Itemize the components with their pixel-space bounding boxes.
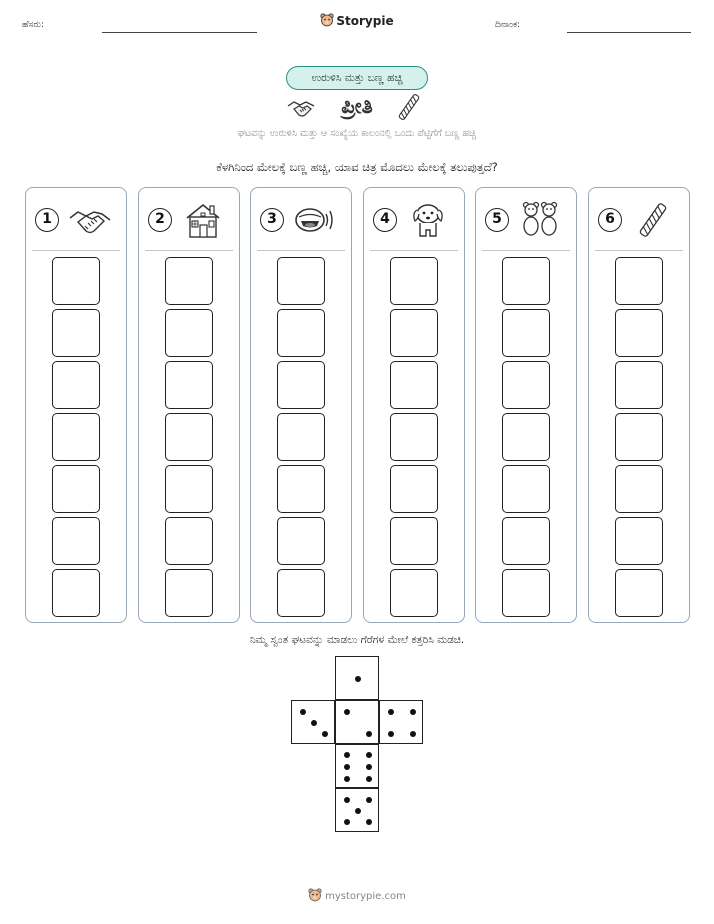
die-pip — [410, 709, 416, 715]
color-box[interactable] — [52, 465, 100, 513]
die-pip — [344, 819, 350, 825]
title-row — [0, 94, 714, 124]
color-box[interactable] — [502, 361, 550, 409]
die-pip — [366, 819, 372, 825]
color-box[interactable] — [165, 465, 213, 513]
die-pip — [311, 720, 317, 726]
column-2 — [138, 187, 240, 623]
die-face[interactable] — [291, 700, 335, 744]
house-icon — [181, 200, 225, 240]
name-label: ಹೆಸರು: — [22, 20, 45, 30]
column-4 — [363, 187, 465, 623]
color-box[interactable] — [615, 309, 663, 357]
die-face[interactable] — [335, 700, 379, 744]
name-line — [102, 32, 257, 33]
die-pip — [366, 776, 372, 782]
teddy-bears-icon — [518, 200, 562, 240]
color-box[interactable] — [390, 517, 438, 565]
color-box[interactable] — [502, 465, 550, 513]
column-separator — [595, 250, 683, 251]
color-box[interactable] — [615, 465, 663, 513]
column-separator — [145, 250, 233, 251]
color-box[interactable] — [165, 309, 213, 357]
column-number: 1 — [35, 208, 59, 232]
speaking-mouth-icon — [293, 200, 337, 240]
date-line — [567, 32, 691, 33]
column-3 — [250, 187, 352, 623]
footer-url[interactable]: mystorypie.com — [325, 891, 406, 902]
color-box[interactable] — [390, 309, 438, 357]
handshake-icon — [68, 200, 112, 240]
cut-instruction: ನಿಮ್ಮ ಸ್ವಂತ ಘಟವನ್ನು ಮಾಡಲು ಗೆರೆಗಳ ಮೇಲೆ ಕತ್ತರಿಸಿ ಮಡಚಿ. — [249, 634, 465, 646]
color-box[interactable] — [52, 413, 100, 461]
column-1 — [25, 187, 127, 623]
die-pip — [344, 764, 350, 770]
die-pip — [388, 731, 394, 737]
color-box[interactable] — [390, 361, 438, 409]
column-separator — [370, 250, 458, 251]
bear-logo-icon — [308, 888, 322, 902]
color-box[interactable] — [502, 517, 550, 565]
color-box[interactable] — [277, 361, 325, 409]
color-box[interactable] — [615, 361, 663, 409]
color-box[interactable] — [52, 309, 100, 357]
question-instruction: ಕೆಳಗಿನಿಂದ ಮೇಲಕ್ಕೆ ಬಣ್ಣ ಹಚ್ಚಿ, ಯಾವ ಚಿತ್ರ ಮೊದಲು ಮೇಲಕ್ಕೆ ತಲುಪುತ್ತದೆ? — [216, 160, 498, 174]
brand-name: Storypie — [336, 14, 394, 28]
column-separator — [257, 250, 345, 251]
friendship-bracelet-icon — [398, 92, 420, 122]
color-box[interactable] — [502, 569, 550, 617]
color-box[interactable] — [277, 413, 325, 461]
column-number: 4 — [373, 208, 397, 232]
column-separator — [32, 250, 120, 251]
color-box[interactable] — [52, 569, 100, 617]
puppy-icon — [406, 200, 450, 240]
column-number: 6 — [598, 208, 622, 232]
footer — [0, 888, 714, 902]
die-pip — [410, 731, 416, 737]
color-box[interactable] — [165, 361, 213, 409]
color-box[interactable] — [390, 465, 438, 513]
color-box[interactable] — [277, 569, 325, 617]
color-box[interactable] — [165, 569, 213, 617]
column-number: 3 — [260, 208, 284, 232]
color-box[interactable] — [165, 517, 213, 565]
friendship-bracelet-icon — [631, 200, 675, 240]
die-pip — [355, 676, 361, 682]
color-box[interactable] — [390, 257, 438, 305]
die-pip — [355, 808, 361, 814]
column-header — [139, 188, 239, 250]
column-header — [26, 188, 126, 250]
die-pip — [366, 764, 372, 770]
column-separator — [482, 250, 570, 251]
color-box[interactable] — [52, 517, 100, 565]
die-pip — [322, 731, 328, 737]
activity-badge: ಉರುಳಿಸಿ ಮತ್ತು ಬಣ್ಣ ಹಚ್ಚಿ — [286, 66, 428, 90]
column-header — [589, 188, 689, 250]
column-6 — [588, 187, 690, 623]
color-box[interactable] — [277, 517, 325, 565]
die-pip — [300, 709, 306, 715]
color-box[interactable] — [52, 257, 100, 305]
color-box[interactable] — [277, 465, 325, 513]
color-box[interactable] — [615, 517, 663, 565]
die-face[interactable] — [335, 788, 379, 832]
date-label: ದಿನಾಂಕ: — [495, 20, 521, 30]
color-box[interactable] — [615, 257, 663, 305]
brand-logo — [0, 13, 714, 28]
column-number: 2 — [148, 208, 172, 232]
color-box[interactable] — [615, 413, 663, 461]
die-pip — [344, 797, 350, 803]
column-header — [476, 188, 576, 250]
die-pip — [344, 776, 350, 782]
roll-instruction: ಘಟವನ್ನು ಉರುಳಿಸಿ ಮತ್ತು ಆ ಸಂಖ್ಯೆಯ ಕಾಲಂನಲ್ಲಿ ಒಂದು ಪೆಟ್ಟಿಗೆಗೆ ಬಣ್ಣ ಹಚ್ಚಿ — [237, 128, 477, 139]
die-pip — [344, 709, 350, 715]
color-box[interactable] — [52, 361, 100, 409]
color-box[interactable] — [390, 569, 438, 617]
color-box[interactable] — [165, 257, 213, 305]
color-box[interactable] — [502, 257, 550, 305]
color-box[interactable] — [502, 413, 550, 461]
die-pip — [366, 797, 372, 803]
column-number: 5 — [485, 208, 509, 232]
column-5 — [475, 187, 577, 623]
die-pip — [366, 752, 372, 758]
color-box[interactable] — [165, 413, 213, 461]
color-box[interactable] — [615, 569, 663, 617]
column-header — [251, 188, 351, 250]
die-pip — [344, 752, 350, 758]
page-title: ಪ್ರೀತಿ — [341, 94, 373, 118]
color-box[interactable] — [277, 257, 325, 305]
die-face[interactable] — [379, 700, 423, 744]
color-box[interactable] — [390, 413, 438, 461]
column-header — [364, 188, 464, 250]
die-pip — [366, 731, 372, 737]
die-face[interactable] — [335, 744, 379, 788]
color-box[interactable] — [502, 309, 550, 357]
bear-logo-icon — [320, 13, 334, 27]
color-box[interactable] — [277, 309, 325, 357]
die-pip — [388, 709, 394, 715]
die-face[interactable] — [335, 656, 379, 700]
